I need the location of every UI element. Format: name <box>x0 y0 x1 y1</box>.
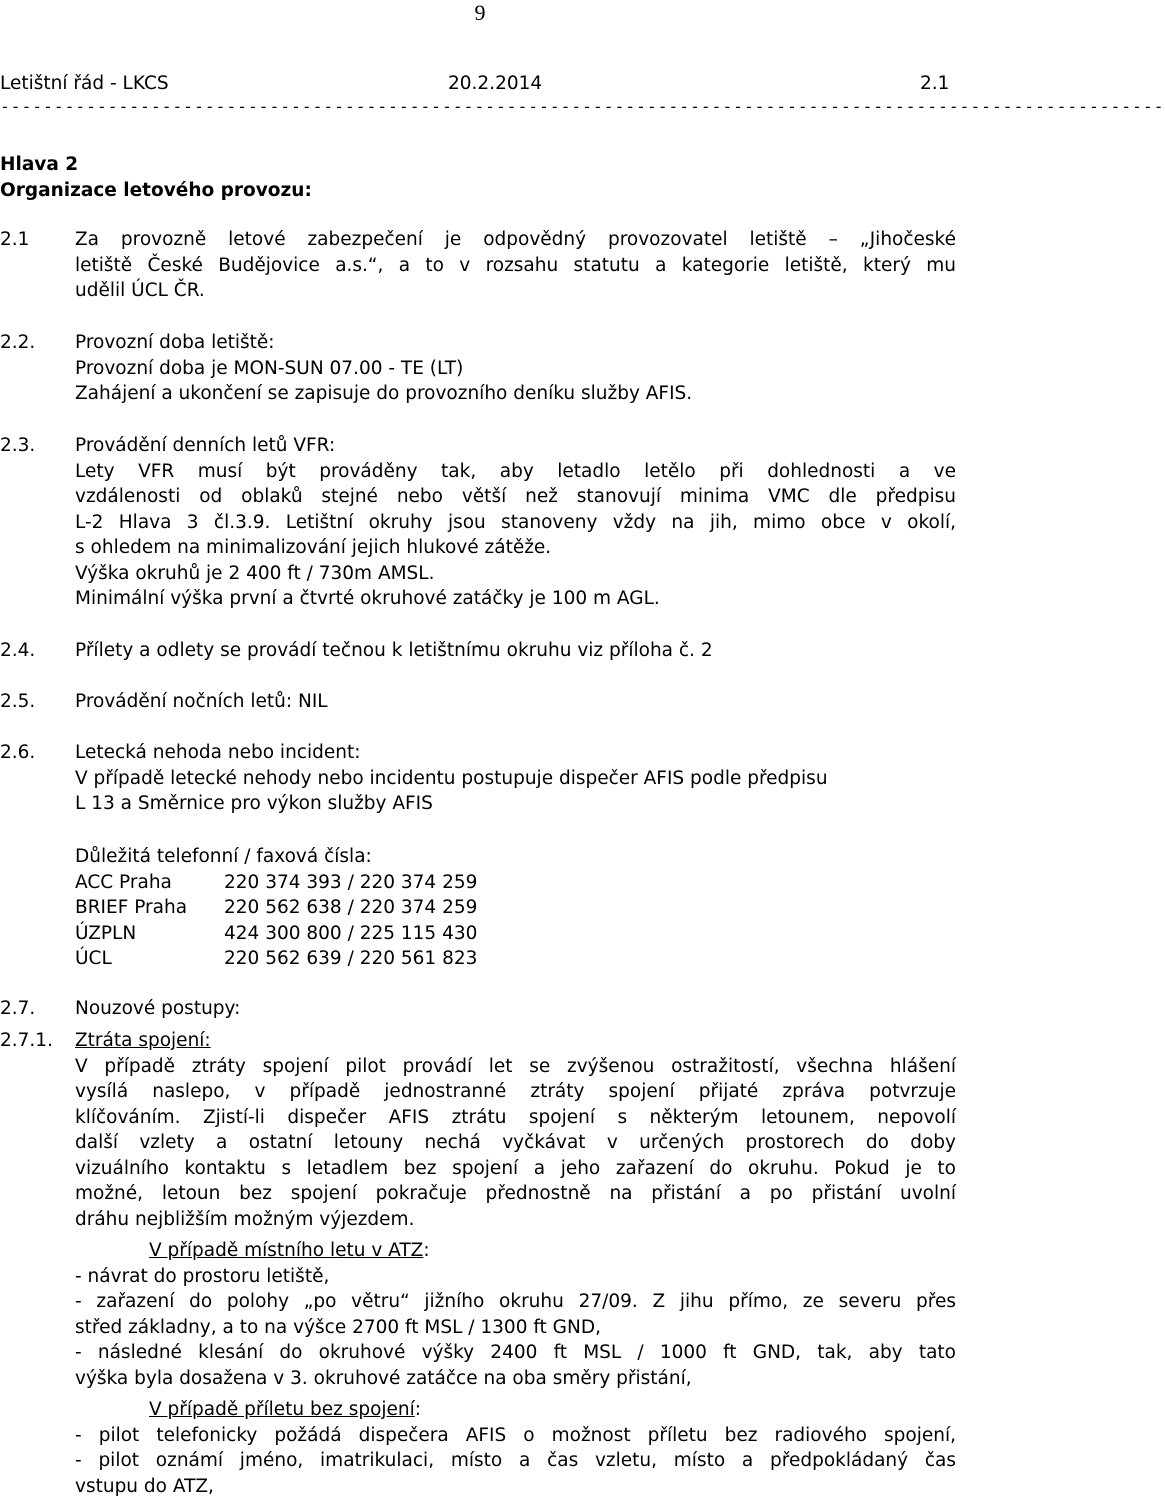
section-title: Letecká nehoda nebo incident: <box>75 742 361 763</box>
paragraph-line: další vzlety a ostatní letouny nechá vyčkávat v určených prostorech do doby <box>75 1132 956 1153</box>
header-dashed-rule: ------------------------------------------------------------------------------------------------------------ <box>0 97 1165 116</box>
phone-row <box>75 895 956 921</box>
atz-heading-text: V případě místního letu v ATZ <box>149 1240 424 1261</box>
list-item: vstupu do ATZ, <box>75 1475 214 1497</box>
phone-numbers: 220 374 393 / 220 374 259 <box>224 871 478 893</box>
paragraph-line: L 13 a Směrnice pro výkon služby AFIS <box>75 793 433 814</box>
section-number: 2.1 <box>0 229 30 250</box>
paragraph-line: Provádění nočních letů: NIL <box>75 691 328 712</box>
list-item: střed základny, a to na výšce 2700 ft MSL / 1300 ft GND, <box>75 1316 601 1338</box>
phone-row <box>75 870 956 896</box>
phone-list-title: Důležitá telefonní / faxová čísla: <box>75 846 372 867</box>
header-date: 20.2.2014 <box>448 73 543 94</box>
paragraph-line: Provozní doba je MON-SUN 07.00 - TE (LT) <box>75 357 464 379</box>
paragraph-line: V případě ztráty spojení pilot provádí let se zvýšenou ostražitostí, všechna hlášení <box>75 1055 956 1077</box>
running-header <box>0 73 960 99</box>
list-item: - pilot telefonicky požádá dispečera AFIS o možnost příletu bez radiového spojení, <box>75 1424 956 1446</box>
section-title: Provádění denních letů VFR: <box>75 435 336 456</box>
list-item: - pilot oznámí jméno, imatrikulaci, místo a čas vzletu, místo a předpokládaný čas <box>75 1450 956 1471</box>
phone-name: BRIEF Praha <box>75 897 188 918</box>
paragraph-line: Přílety a odlety se provádí tečnou k letištnímu okruhu viz příloha č. 2 <box>75 640 713 661</box>
chapter-heading <box>0 152 312 204</box>
paragraph-line: L-2 Hlava 3 čl.3.9. Letištní okruhy jsou stanoveny vždy na jih, mimo obce v okolí, <box>75 511 956 533</box>
paragraph-line: Výška okruhů je 2 400 ft / 730m AMSL. <box>75 562 435 584</box>
section-title: Nouzové postupy: <box>75 998 241 1019</box>
phone-numbers: 220 562 639 / 220 561 823 <box>224 948 478 969</box>
atz-heading: V případě místního letu v ATZ: <box>149 1240 430 1261</box>
section-number: 2.6. <box>0 742 36 763</box>
subsection-title <box>75 1028 956 1054</box>
paragraph-line: Lety VFR musí být prováděny tak, aby letadlo letělo při dohlednosti a ve <box>75 460 956 482</box>
section-number: 2.3. <box>0 435 36 456</box>
paragraph-line: dráhu nejbližším možným výjezdem. <box>75 1208 415 1230</box>
section-title: Provozní doba letiště: <box>75 332 275 353</box>
section-number: 2.2. <box>0 332 36 353</box>
arrival-heading: V případě příletu bez spojení: <box>149 1399 422 1420</box>
chapter-title: Organizace letového provozu: <box>0 180 312 201</box>
section-number: 2.7. <box>0 998 36 1019</box>
paragraph-line: letiště České Budějovice a.s.“, a to v rozsahu statutu a kategorie letiště, který mu <box>75 254 956 276</box>
arrival-heading-text: V případě příletu bez spojení <box>149 1399 415 1420</box>
section-number: 2.5. <box>0 691 36 712</box>
header-version: 2.1 <box>920 73 950 94</box>
paragraph-line: klíčováním. Zjistí-li dispečer AFIS ztrátu spojení s některým letounem, nepovolí <box>75 1106 956 1128</box>
list-item: výška byla dosažena v 3. okruhové zatáčce na oba směry přistání, <box>75 1367 692 1389</box>
paragraph-line: V případě letecké nehody nebo incidentu postupuje dispečer AFIS podle předpisu <box>75 767 828 789</box>
section-number: 2.7.1. <box>0 1030 53 1051</box>
list-item: - následné klesání do okruhové výšky 2400 ft MSL / 1000 ft GND, tak, aby tato <box>75 1342 956 1363</box>
chapter-number: Hlava 2 <box>0 154 79 175</box>
phone-name: ÚCL <box>75 948 112 969</box>
paragraph-line: Za provozně letové zabezpečení je odpovědný provozovatel letiště – „Jihočeské <box>75 229 956 250</box>
list-item: - návrat do prostoru letiště, <box>75 1265 330 1287</box>
page-number: 9 <box>474 0 486 25</box>
phone-numbers: 220 562 638 / 220 374 259 <box>224 897 478 918</box>
phone-numbers: 424 300 800 / 225 115 430 <box>224 922 478 944</box>
subsection-title-text: Ztráta spojení: <box>75 1030 211 1051</box>
section-number: 2.4. <box>0 640 36 661</box>
phone-row <box>75 921 956 947</box>
phone-name: ACC Praha <box>75 871 172 893</box>
paragraph-line: Zahájení a ukončení se zapisuje do provozního deníku služby AFIS. <box>75 383 693 404</box>
list-item: - zařazení do polohy „po větru“ jižního okruhu 27/09. Z jihu přímo, ze severu přes <box>75 1291 956 1312</box>
paragraph-line: vysílá naslepo, v případě jednostranné ztráty spojení přijaté zpráva potvrzuje <box>75 1081 956 1102</box>
header-title: Letištní řád - LKCS <box>0 73 169 94</box>
phone-row <box>75 946 956 972</box>
phone-name: ÚZPLN <box>75 922 137 944</box>
paragraph-line: s ohledem na minimalizování jejich hlukové zátěže. <box>75 537 552 558</box>
paragraph-line: udělil ÚCL ČR. <box>75 280 205 301</box>
paragraph-line: Minimální výška první a čtvrté okruhové zatáčky je 100 m AGL. <box>75 588 660 609</box>
paragraph-line: vzdálenosti od oblaků stejné nebo větší než stanovují minima VMC dle předpisu <box>75 486 956 507</box>
paragraph-line: možné, letoun bez spojení pokračuje přednostně na přistání a po přistání uvolní <box>75 1183 956 1204</box>
paragraph-line: vizuálního kontaktu s letadlem bez spojení a jeho zařazení do okruhu. Pokud je to <box>75 1157 956 1179</box>
